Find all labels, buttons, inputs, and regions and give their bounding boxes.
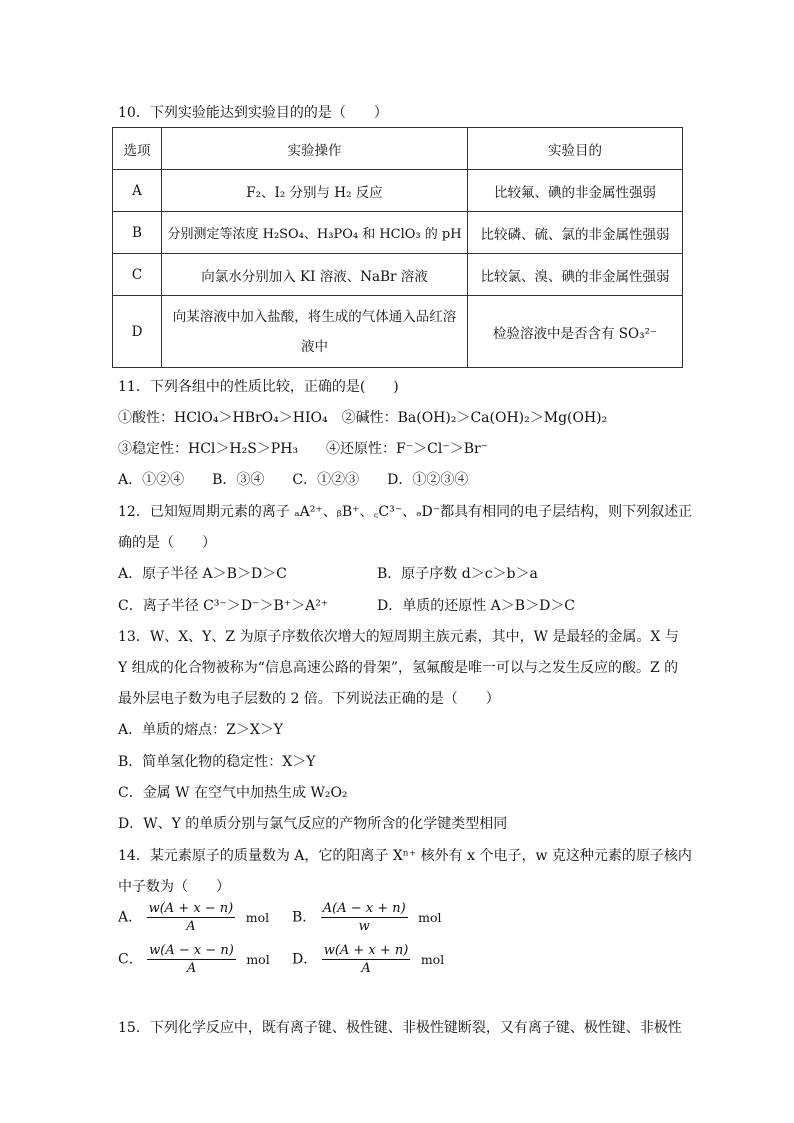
q14-option-a bbox=[118, 900, 269, 935]
fraction bbox=[147, 900, 236, 935]
q13-stem-line1: 13．W、X、Y、Z 为原子序数依次增大的短周期主族元素，其中，W 是最轻的金属。X 与 bbox=[118, 629, 679, 645]
q11-stem: 11．下列各组中的性质比较，正确的是( ) bbox=[118, 379, 399, 395]
row-option: C bbox=[113, 254, 162, 296]
row-option: B bbox=[113, 212, 162, 254]
table-row bbox=[113, 254, 683, 296]
row-purpose: 比较磷、硫、氯的非金属性强弱 bbox=[468, 212, 683, 254]
q13-option-d: D．W、Y 的单质分别与氯气反应的产物所含的化学键类型相同 bbox=[118, 816, 508, 832]
row-purpose: 检验溶液中是否含有 SO₃²⁻ bbox=[468, 296, 683, 368]
fraction-denominator: A bbox=[361, 961, 371, 976]
fraction bbox=[147, 942, 236, 977]
fraction-numerator: A(A − x + n) bbox=[322, 901, 406, 916]
unit: mol bbox=[418, 909, 442, 925]
table-row bbox=[113, 170, 683, 212]
row-option: A bbox=[113, 170, 162, 212]
option-label: C． bbox=[118, 951, 143, 968]
row-operation bbox=[162, 296, 468, 368]
fraction-denominator: w bbox=[358, 919, 370, 934]
q13-option-c: C．金属 W 在空气中加热生成 W₂O₂ bbox=[118, 785, 348, 801]
fraction-denominator: A bbox=[186, 919, 196, 934]
header-operation: 实验操作 bbox=[162, 128, 468, 170]
header-option: 选项 bbox=[113, 128, 162, 170]
q12-option-c: C．离子半径 C³⁻＞D⁻＞B⁺＞A²⁺ bbox=[118, 598, 329, 614]
row-option: D bbox=[113, 296, 162, 368]
q11-options: A．①②④ B．③④ C．①②③ D．①②③④ bbox=[118, 472, 469, 488]
row-purpose: 比较氟、碘的非金属性强弱 bbox=[468, 170, 683, 212]
unit: mol bbox=[420, 951, 445, 967]
q10-stem: 10．下列实验能达到实验目的的是（ ） bbox=[118, 105, 388, 121]
q12-option-b: B．原子序数 d＞c＞b＞a bbox=[377, 566, 538, 582]
row-operation-line2: 液中 bbox=[301, 338, 328, 355]
q13-option-b: B．简单氢化物的稳定性：X＞Y bbox=[118, 754, 316, 770]
q14-option-b bbox=[292, 900, 442, 935]
q12-stem-line1: 12．已知短周期元素的离子 ₐA²⁺、ᵦB⁺、꜀C³⁻、ₔD⁻都具有相同的电子层结构，则下列叙述正 bbox=[118, 504, 693, 520]
q12-option-d: D．单质的还原性 A＞B＞D＞C bbox=[377, 598, 576, 614]
header-purpose: 实验目的 bbox=[468, 128, 683, 170]
option-label: A． bbox=[118, 909, 143, 926]
option-label: B． bbox=[292, 909, 317, 926]
option-label: D． bbox=[292, 951, 318, 968]
row-operation-line1: 向某溶液中加入盐酸，将生成的气体通入品红溶 bbox=[172, 308, 457, 325]
q13-stem-line3: 最外层电子数为电子层数的 2 倍。下列说法正确的是（ ） bbox=[118, 691, 500, 707]
fraction bbox=[322, 942, 411, 977]
row-operation: 分别测定等浓度 H₂SO₄、H₃PO₄ 和 HClO₃ 的 pH bbox=[162, 212, 468, 254]
q14-stem-line1: 14．某元素原子的质量数为 A，它的阳离子 Xⁿ⁺ 核外有 x 个电子，w 克这种元素的原子核内 bbox=[118, 848, 692, 864]
fraction-numerator: w(A + x − n) bbox=[148, 901, 234, 916]
table-row bbox=[113, 296, 683, 368]
q13-option-a: A．单质的熔点：Z＞X＞Y bbox=[118, 722, 284, 738]
table-header-row bbox=[113, 128, 683, 170]
q11-line2: ③稳定性：HCl＞H₂S＞PH₃ ④还原性：F⁻＞Cl⁻＞Br⁻ bbox=[118, 441, 489, 457]
unit: mol bbox=[245, 909, 270, 925]
q15-stem-line1: 15．下列化学反应中，既有离子键、极性键、非极性键断裂，又有离子键、极性键、非极性 bbox=[118, 1020, 682, 1036]
q14-option-d bbox=[292, 942, 444, 977]
row-operation: F₂、I₂ 分别与 H₂ 反应 bbox=[162, 170, 468, 212]
q12-stem-line2: 确的是（ ） bbox=[118, 535, 216, 551]
unit: mol bbox=[246, 951, 270, 967]
fraction-numerator: w(A + x + n) bbox=[323, 943, 409, 958]
fraction-numerator: w(A − x − n) bbox=[149, 943, 234, 958]
row-operation: 向氯水分别加入 KI 溶液、NaBr 溶液 bbox=[162, 254, 468, 296]
fraction-denominator: A bbox=[186, 961, 197, 976]
table-row bbox=[113, 212, 683, 254]
q10-table bbox=[112, 127, 683, 368]
fraction bbox=[321, 900, 408, 935]
q14-option-c bbox=[118, 942, 270, 977]
q11-line1: ①酸性：HClO₄＞HBrO₄＞HIO₄ ②碱性：Ba(OH)₂＞Ca(OH)₂＞Mg(OH)₂ bbox=[118, 410, 608, 426]
q14-stem-line2: 中子数为（ ） bbox=[118, 879, 230, 895]
row-purpose: 比较氯、溴、碘的非金属性强弱 bbox=[468, 254, 683, 296]
q13-stem-line2: Y 组成的化合物被称为“信息高速公路的骨架”，氢氟酸是唯一可以与之发生反应的酸。Z 的 bbox=[118, 660, 679, 676]
q12-option-a: A．原子半径 A＞B＞D＞C bbox=[118, 566, 287, 582]
